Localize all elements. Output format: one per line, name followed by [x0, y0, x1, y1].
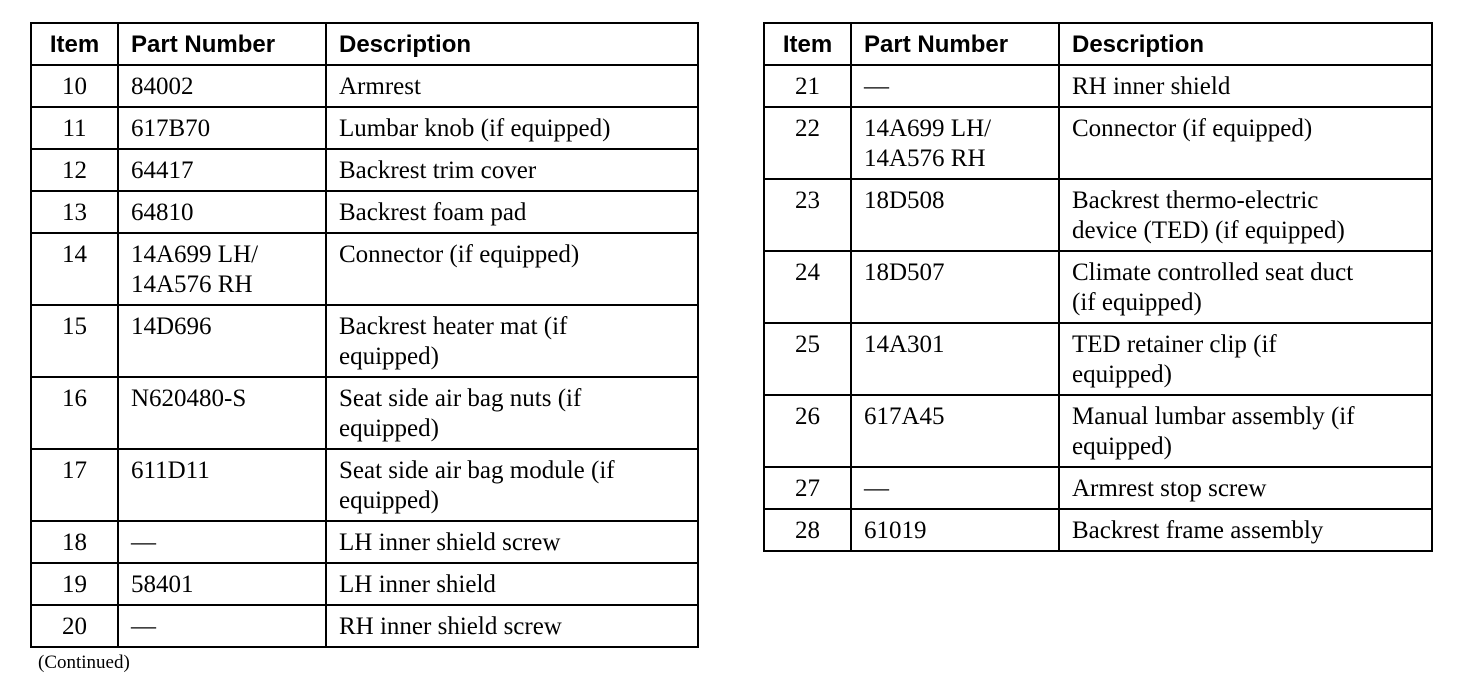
cell-item: 18: [31, 521, 118, 563]
cell-item: 19: [31, 563, 118, 605]
cell-part-number: 14A699 LH/ 14A576 RH: [118, 233, 326, 305]
table-row: [31, 521, 698, 563]
cell-part-number: 14D696: [118, 305, 326, 377]
table-row: [764, 323, 1432, 395]
cell-part-number: 61019: [851, 509, 1059, 551]
cell-part-number: N620480-S: [118, 377, 326, 449]
cell-description: Seat side air bag nuts (if equipped): [326, 377, 698, 449]
table-row: [31, 563, 698, 605]
cell-part-number: —: [851, 65, 1059, 107]
table-row: [31, 191, 698, 233]
cell-item: 27: [764, 467, 851, 509]
cell-item: 20: [31, 605, 118, 647]
table-row: [764, 251, 1432, 323]
cell-item: 21: [764, 65, 851, 107]
cell-item: 17: [31, 449, 118, 521]
cell-item: 23: [764, 179, 851, 251]
cell-part-number: 64810: [118, 191, 326, 233]
cell-part-number: 84002: [118, 65, 326, 107]
header-description: Description: [326, 23, 698, 65]
cell-item: 12: [31, 149, 118, 191]
cell-part-number: 14A699 LH/ 14A576 RH: [851, 107, 1059, 179]
table-row: [31, 449, 698, 521]
header-item: Item: [764, 23, 851, 65]
cell-description: Lumbar knob (if equipped): [326, 107, 698, 149]
table-row: [764, 467, 1432, 509]
parts-table-left: [30, 22, 699, 648]
cell-description: Armrest: [326, 65, 698, 107]
cell-item: 22: [764, 107, 851, 179]
cell-description: Climate controlled seat duct (if equipped): [1059, 251, 1432, 323]
header-item: Item: [31, 23, 118, 65]
cell-description: Connector (if equipped): [326, 233, 698, 305]
table-row: [31, 149, 698, 191]
table-row: [31, 605, 698, 647]
cell-description: Backrest frame assembly: [1059, 509, 1432, 551]
cell-description: Backrest heater mat (if equipped): [326, 305, 698, 377]
cell-description: LH inner shield screw: [326, 521, 698, 563]
cell-part-number: 617A45: [851, 395, 1059, 467]
cell-item: 10: [31, 65, 118, 107]
cell-item: 25: [764, 323, 851, 395]
parts-table-right: [763, 22, 1433, 552]
cell-part-number: 18D507: [851, 251, 1059, 323]
cell-part-number: —: [118, 521, 326, 563]
table-row: [31, 377, 698, 449]
cell-part-number: 14A301: [851, 323, 1059, 395]
cell-item: 24: [764, 251, 851, 323]
header-part-number: Part Number: [118, 23, 326, 65]
cell-item: 16: [31, 377, 118, 449]
cell-part-number: 611D11: [118, 449, 326, 521]
header-description: Description: [1059, 23, 1432, 65]
cell-item: 26: [764, 395, 851, 467]
table-row: [764, 179, 1432, 251]
cell-description: Backrest foam pad: [326, 191, 698, 233]
cell-description: Armrest stop screw: [1059, 467, 1432, 509]
cell-description: Seat side air bag module (if equipped): [326, 449, 698, 521]
table-row: [764, 107, 1432, 179]
continued-note: (Continued): [38, 652, 130, 673]
table-row: [31, 107, 698, 149]
header-part-number: Part Number: [851, 23, 1059, 65]
table-header-row: [764, 23, 1432, 65]
cell-part-number: 18D508: [851, 179, 1059, 251]
cell-part-number: —: [118, 605, 326, 647]
cell-description: RH inner shield screw: [326, 605, 698, 647]
cell-part-number: 617B70: [118, 107, 326, 149]
cell-part-number: —: [851, 467, 1059, 509]
cell-description: Connector (if equipped): [1059, 107, 1432, 179]
cell-item: 28: [764, 509, 851, 551]
cell-item: 14: [31, 233, 118, 305]
cell-description: TED retainer clip (if equipped): [1059, 323, 1432, 395]
table-row: [764, 65, 1432, 107]
table-row: [31, 305, 698, 377]
table-header-row: [31, 23, 698, 65]
table-row: [31, 65, 698, 107]
table-row: [764, 395, 1432, 467]
cell-description: Manual lumbar assembly (if equipped): [1059, 395, 1432, 467]
table-row: [31, 233, 698, 305]
cell-description: Backrest trim cover: [326, 149, 698, 191]
cell-description: LH inner shield: [326, 563, 698, 605]
table-row: [764, 509, 1432, 551]
cell-part-number: 64417: [118, 149, 326, 191]
cell-item: 13: [31, 191, 118, 233]
cell-item: 11: [31, 107, 118, 149]
cell-item: 15: [31, 305, 118, 377]
cell-description: Backrest thermo-electric device (TED) (if equipped): [1059, 179, 1432, 251]
cell-part-number: 58401: [118, 563, 326, 605]
cell-description: RH inner shield: [1059, 65, 1432, 107]
